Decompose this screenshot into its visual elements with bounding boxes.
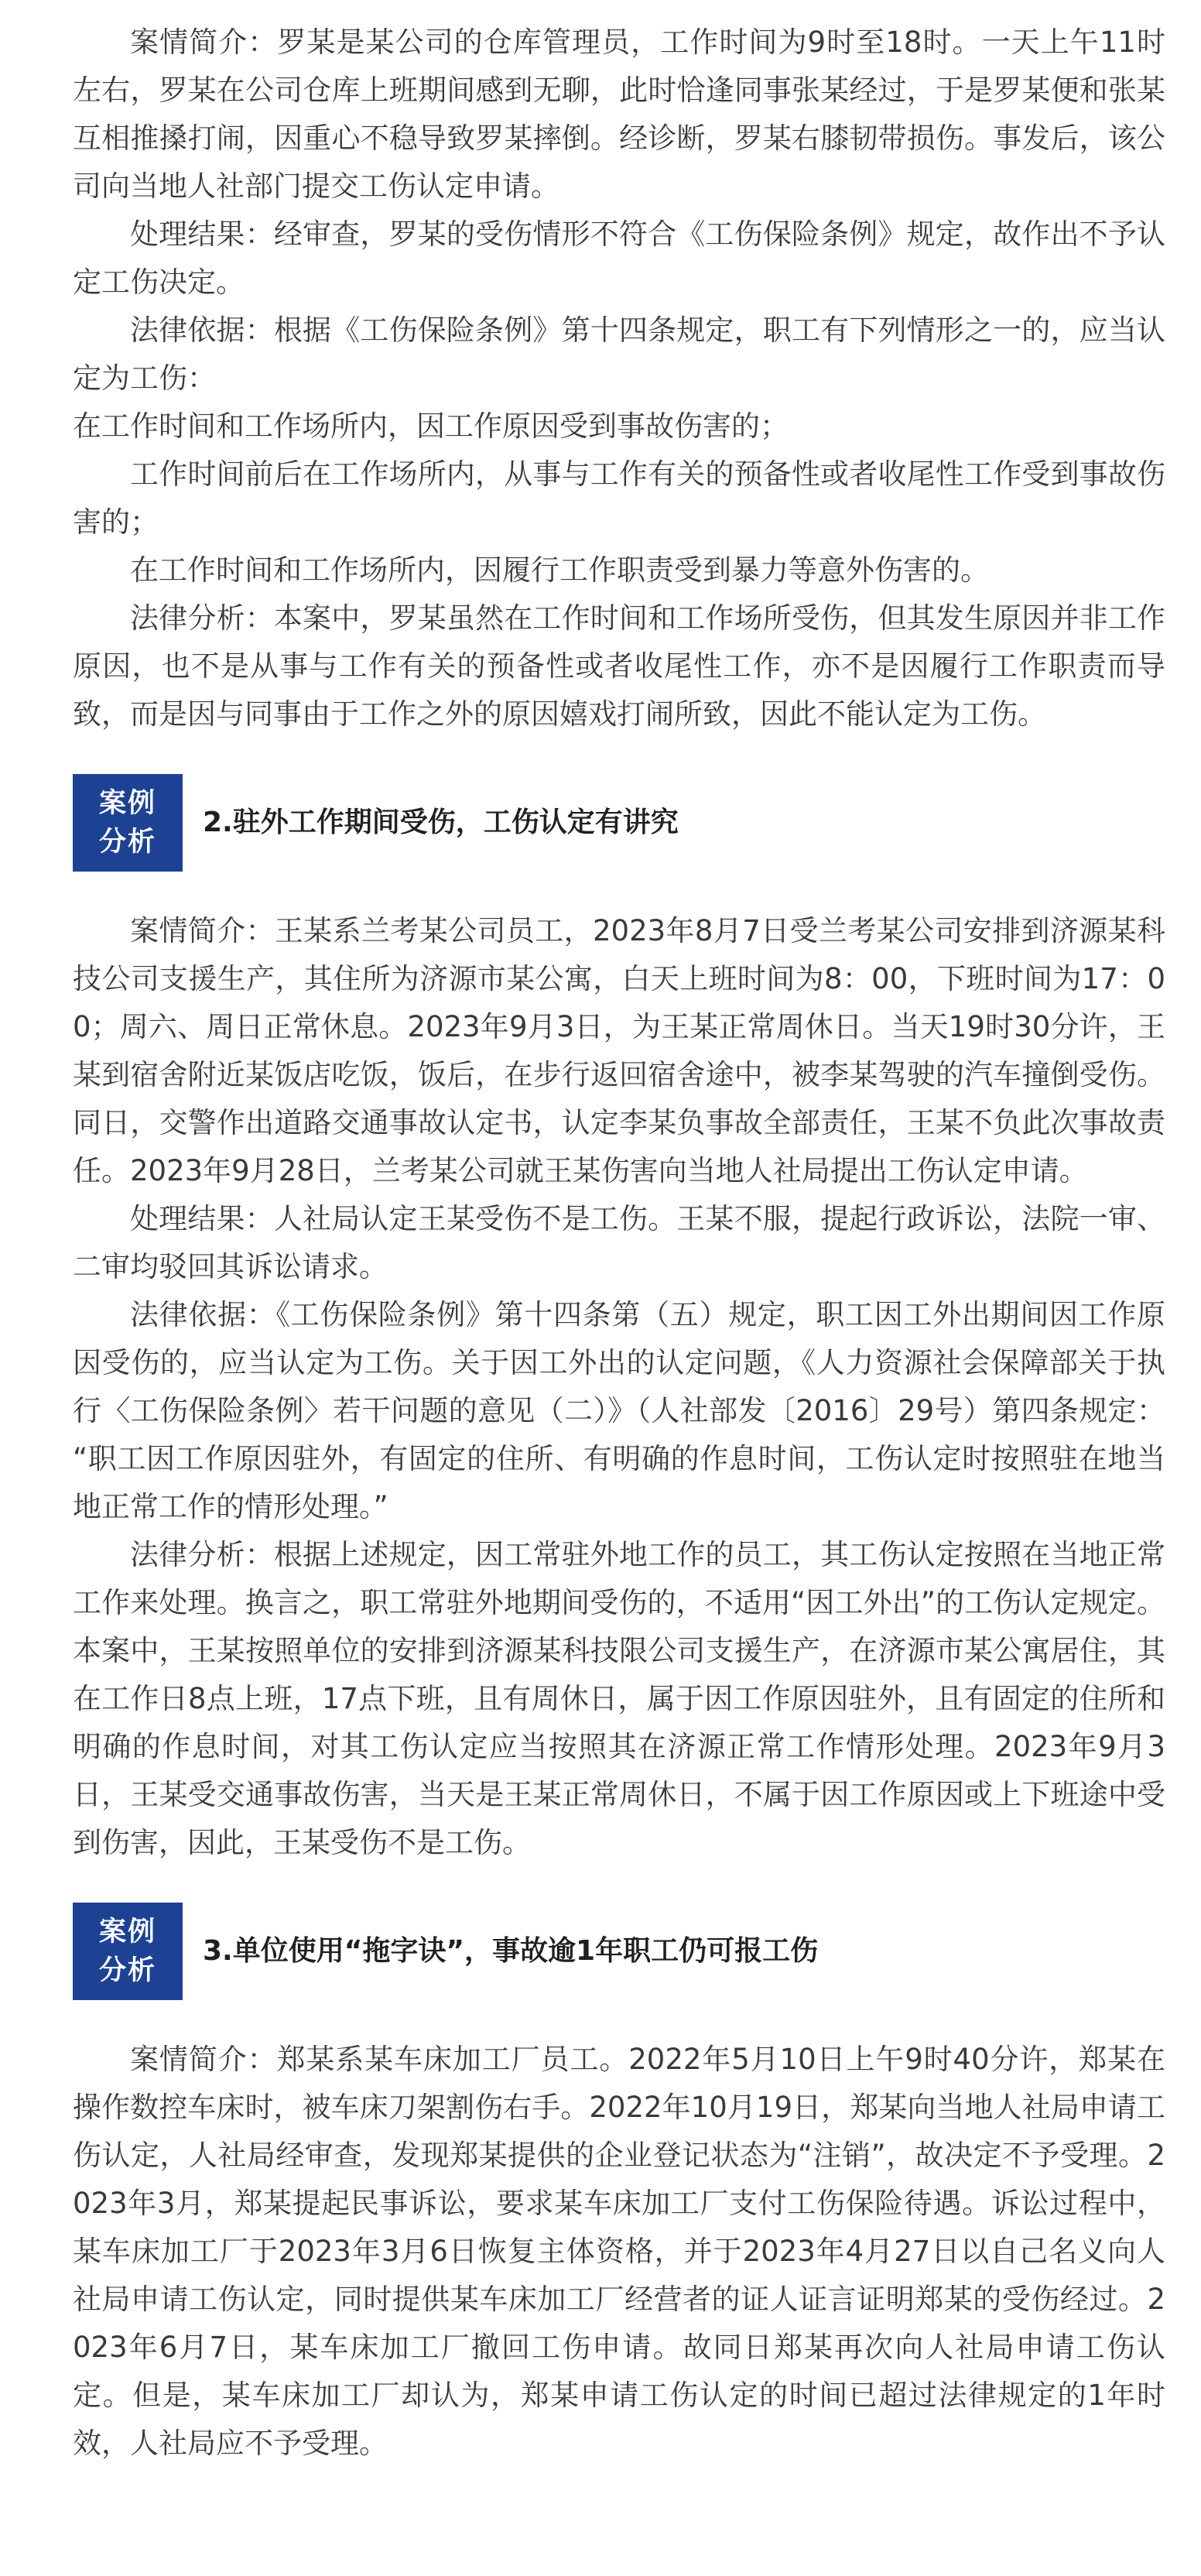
case1-clause-2: 工作时间前后在工作场所内，从事与工作有关的预备性或者收尾性工作受到事故伤害的； bbox=[73, 457, 1165, 539]
case1-intro-paragraph: 案情简介：罗某是某公司的仓库管理员，工作时间为9时至18时。一天上午11时左右，罗某在公司仓库上班期间感到无聊，此时恰逢同事张某经过，于是罗某便和张某互相推搡打闹，因重心不稳导致罗某摔倒。经诊断，罗某右膝韧带损伤。事发后，该公司向当地人社部门提交工伤认定申请。 bbox=[73, 26, 1165, 203]
case-analysis-badge bbox=[73, 774, 183, 872]
case-analysis-badge bbox=[73, 1903, 183, 2000]
badge-text-line1: 案例 bbox=[98, 1917, 156, 1947]
case3-intro-paragraph: 案情简介：郑某系某车床加工厂员工。2022年5月10日上午9时40分许，郑某在操作数控车床时，被车床刀架割伤右手。2022年10月19日，郑某向当地人社局申请工伤认定，人社局经审查，发现郑某提供的企业登记状态为“注销”，故决定不予受理。2023年3月，郑某提起民事诉讼，要求某车床加工厂支付工伤保险待遇。诉讼过程中，某车床加工厂于2023年3月6日恢复主体资格，并于2023年4月27日以自己名义向人社局申请工伤认定，同时提供某车床加工厂经营者的证人证言证明郑某的受伤经过。2023年6月7日，某车床加工厂撤回工伤申请。故同日郑某再次向人社局申请工伤认定。但是，某车床加工厂却认为，郑某申请工伤认定的时间已超过法律规定的1年时效，人社局应不予受理。 bbox=[73, 2043, 1165, 2460]
badge-text-line2: 分析 bbox=[98, 1955, 156, 1986]
case2-result-paragraph: 处理结果：人社局认定王某受伤不是工伤。王某不服，提起行政诉讼，法院一审、二审均驳回其诉讼请求。 bbox=[73, 1202, 1165, 1283]
badge-text-line1: 案例 bbox=[98, 788, 156, 819]
case2-intro-paragraph: 案情简介：王某系兰考某公司员工，2023年8月7日受兰考某公司安排到济源某科技公司支援生产，其住所为济源市某公寓，白天上班时间为8：00，下班时间为17：00；周六、周日正常休息。2023年9月3日，为王某正常周休日。当天19时30分许，王某到宿舍附近某饭店吃饭，饭后，在步行返回宿舍途中，被李某驾驶的汽车撞倒受伤。同日，交警作出道路交通事故认定书，认定李某负事故全部责任，王某不负此次事故责任。2023年9月28日，兰考某公司就王某伤害向当地人社局提出工伤认定申请。 bbox=[73, 914, 1165, 1187]
case2-section-heading: 2.驻外工作期间受伤，工伤认定有讲究 bbox=[203, 806, 679, 838]
case1-legal-basis-paragraph: 法律依据：根据《工伤保险条例》第十四条规定，职工有下列情形之一的，应当认定为工伤： bbox=[73, 313, 1165, 395]
case3-section-header bbox=[73, 1903, 1165, 2000]
case1-clause-1: 在工作时间和工作场所内，因工作原因受到事故伤害的； bbox=[73, 409, 789, 443]
case2-analysis-paragraph: 法律分析：根据上述规定，因工常驻外地工作的员工，其工伤认定按照在当地正常工作来处理。换言之，职工常驻外地期间受伤的，不适用“因工外出”的工伤认定规定。本案中，王某按照单位的安排到济源某科技限公司支援生产，在济源市某公寓居住，其在工作日8点上班，17点下班，且有周休日，属于因工作原因驻外，且有固定的住所和明确的作息时间，对其工伤认定应当按照其在济源正常工作情形处理。2023年9月3日，王某受交通事故伤害，当天是王某正常周休日，不属于因工作原因或上下班途中受到伤害，因此，王某受伤不是工伤。 bbox=[73, 1538, 1165, 1859]
case2-section-header bbox=[73, 774, 1165, 872]
case2-legal-basis-paragraph: 法律依据：《工伤保险条例》第十四条第（五）规定，职工因工外出期间因工作原因受伤的，应当认定为工伤。关于因工外出的认定问题，《人力资源社会保障部关于执行〈工伤保险条例〉若干问题的意见（二）》（人社部发〔2016〕29号）第四条规定：“职工因工作原因驻外，有固定的住所、有明确的作息时间，工伤认定时按照驻在地当地正常工作的情形处理。” bbox=[73, 1298, 1165, 1523]
case1-clause-3: 在工作时间和工作场所内，因履行工作职责受到暴力等意外伤害的。 bbox=[130, 553, 989, 587]
case1-analysis-paragraph: 法律分析：本案中，罗某虽然在工作时间和工作场所受伤，但其发生原因并非工作原因，也不是从事与工作有关的预备性或者收尾性工作，亦不是因履行工作职责而导致，而是因与同事由于工作之外的原因嬉戏打闹所致，因此不能认定为工伤。 bbox=[73, 601, 1165, 731]
case1-result-paragraph: 处理结果：经审查，罗某的受伤情形不符合《工伤保险条例》规定，故作出不予认定工伤决定。 bbox=[73, 218, 1165, 299]
case3-section-heading: 3.单位使用“拖字诀”，事故逾1年职工仍可报工伤 bbox=[203, 1934, 819, 1967]
badge-text-line2: 分析 bbox=[98, 827, 156, 858]
